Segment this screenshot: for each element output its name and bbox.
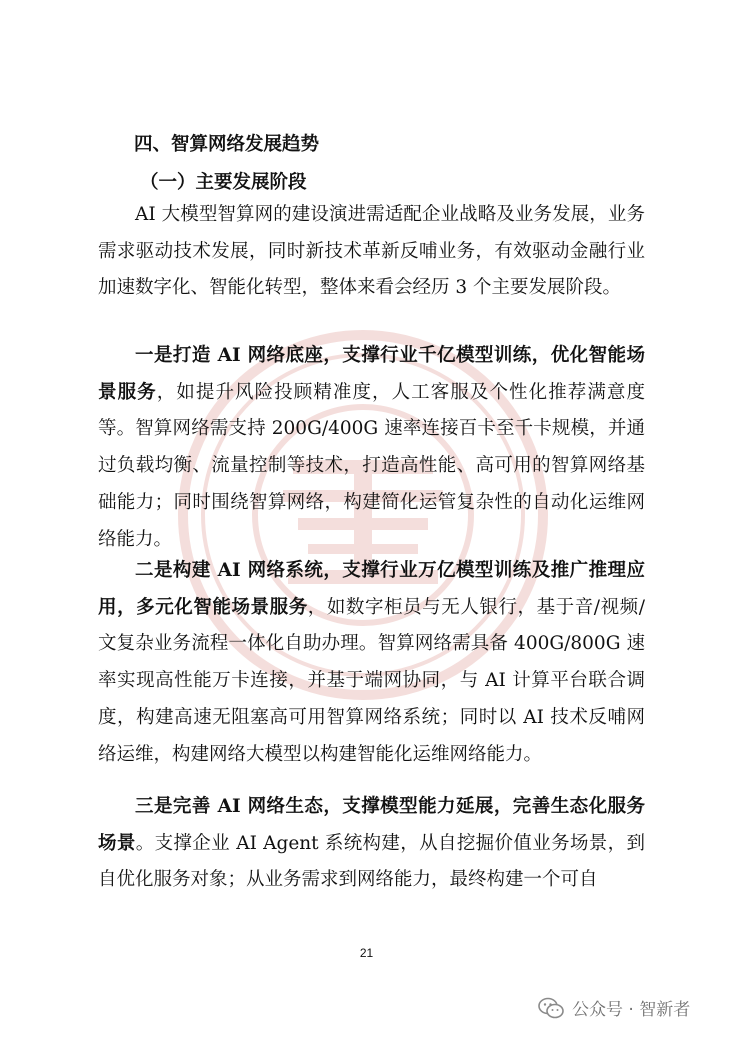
stage-two-body: ，如数字柜员与无人银行，基于音/视频/文复杂业务流程一体化自助办理。智算网络需具备 400G/800G 速率实现高性能万卡连接，并基于端网协同，与 AI 计算平台联合调度，构建高速无阻塞高可用智算网络系统；同时以 AI 技术反哺网络运维，构建网络大模型以构建智能化运维网络能力。 (98, 596, 645, 765)
watermark (538, 995, 690, 1020)
stage-one-body: ，如提升风险投顾精准度，人工客服及个性化推荐满意度等。智算网络需支持 200G/400G 速率连接百卡至千卡规模，并通过负载均衡、流量控制等技术，打造高性能、高可用的智算网络基础能力；同时围绕智算网络，构建简化运管复杂性的自动化运维网络能力。 (98, 381, 645, 550)
paragraph-stage-two (98, 553, 645, 773)
watermark-text: 公众号 · 智新者 (572, 1000, 691, 1020)
stage-three-lead: 三是完善 AI 网络生态，支撑模型能力延展，完善生态化服务场景 (98, 796, 645, 854)
paragraph-stage-three (98, 789, 645, 899)
paragraph-intro (98, 197, 645, 307)
subsection-title: （一）主要发展阶段 (140, 172, 307, 193)
page-number: 21 (359, 946, 374, 960)
stage-three-body: 。支撑企业 AI Agent 系统构建，从自挖掘价值业务场景，到自优化服务对象；从业务需求到网络能力，最终构建一个可自 (98, 832, 645, 891)
section-title: 四、智算网络发展趋势 (134, 134, 320, 155)
stage-two-lead: 二是构建 AI 网络系统，支撑行业万亿模型训练及推广推理应用，多元化智能场景服务 (98, 560, 645, 618)
wechat-icon (538, 997, 564, 1019)
paragraph-stage-one (98, 338, 645, 558)
stage-one-lead: 一是打造 AI 网络底座，支撑行业千亿模型训练，优化智能场景服务 (98, 345, 645, 403)
paragraph-intro-text: AI 大模型智算网的建设演进需适配企业战略及业务发展，业务需求驱动技术发展，同时新技术革新反哺业务，有效驱动金融行业加速数字化、智能化转型，整体来看会经历 3 个主要发展阶段。 (98, 204, 645, 299)
